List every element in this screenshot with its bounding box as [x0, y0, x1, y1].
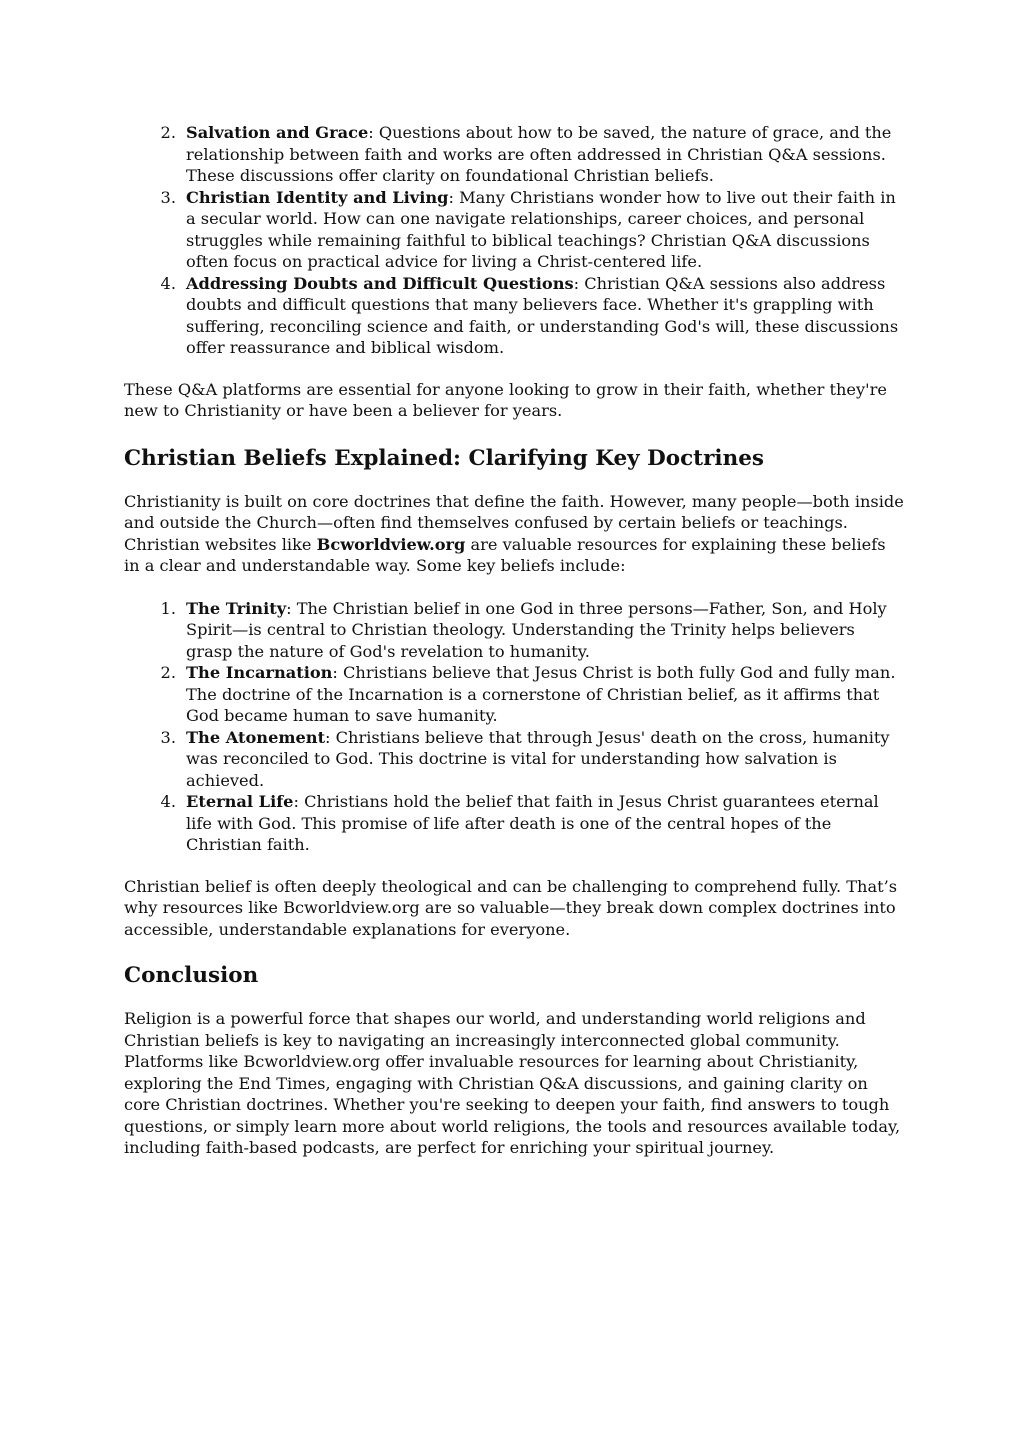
list-item-number: 1.	[160, 598, 176, 618]
list-item	[124, 598, 904, 663]
list-item	[124, 662, 904, 727]
list-item	[124, 122, 904, 187]
list-item-text: : Christians hold the belief that faith in Jesus Christ guarantees eternal life with God. This promise of life after death is one of the central hopes of the Christian faith.	[186, 792, 879, 854]
list-item	[124, 791, 904, 856]
beliefs-intro-text: Christianity is built on core doctrines that define the faith. However, many people—both inside and outside the Church—often find themselves confused by certain beliefs or teachings. Christian websites like	[124, 491, 904, 554]
list-item-text: : Christian Q&A sessions also address doubts and difficult questions that many believers face. Whether it's grappling with suffering, reconciling science and faith, or understanding God's will, these discussions offer reassurance and biblical wisdom.	[186, 273, 899, 357]
list-item-text: : Questions about how to be saved, the nature of grace, and the relationship between faith and works are often addressed in Christian Q&A sessions. These discussions offer clarity on foundational Christian beliefs.	[186, 123, 892, 185]
conclusion-paragraph: Religion is a powerful force that shapes our world, and understanding world religions and Christian beliefs is key to navigating an increasingly interconnected global community. Platforms like Bcworldview.org offer invaluable resources for learning about Christianity, exploring the End Times, engaging with Christian Q&A discussions, and gaining clarity on core Christian doctrines. Whether you're seeking to deepen your faith, find answers to tough questions, or simply learn more about world religions, the tools and resources available today, including faith-based podcasts, are perfect for enriching your spiritual journey.	[124, 1009, 901, 1157]
key-beliefs-list	[124, 598, 904, 856]
list-item-term: The Atonement	[186, 727, 326, 747]
beliefs-closing-paragraph: Christian belief is often deeply theological and can be challenging to comprehend fully. That’s why resources like Bcworldview.org are so valuable—they break down complex doctrines into accessible, understandable explanations for everyone.	[124, 876, 898, 939]
list-item-number: 2.	[160, 663, 176, 682]
list-item-term: Addressing Doubts and Difficult Questions	[186, 273, 574, 293]
list-item-text: : Many Christians wonder how to live out their faith in a secular world. How can one navigate relationships, career choices, and personal struggles while remaining faithful to biblical teachings? Christian Q&A discussions often focus on practical advice for living a Christ-centered life.	[186, 187, 896, 271]
section-heading-conclusion: Conclusion	[124, 963, 259, 988]
list-item-term: Eternal Life	[186, 792, 294, 811]
qa-topics-list	[124, 122, 904, 359]
beliefs-intro-text-end: are valuable resources for explaining these beliefs in a clear and understandable way. Some key beliefs include:	[124, 534, 886, 575]
section-heading-beliefs: Christian Beliefs Explained: Clarifying Key Doctrines	[124, 445, 765, 471]
list-item-number: 4.	[160, 792, 176, 811]
beliefs-intro-paragraph	[124, 491, 904, 577]
list-item-number: 3.	[160, 187, 176, 207]
list-item-term: The Trinity	[186, 598, 287, 618]
list-item-term: Salvation and Grace	[186, 123, 369, 142]
list-item	[124, 727, 904, 792]
list-item-term: The Incarnation	[186, 663, 333, 682]
list-item-text: : Christians believe that Jesus Christ is both fully God and fully man. The doctrine of the Incarnation is a cornerstone of Christian belief, as it affirms that God became human to save humanity.	[186, 663, 896, 725]
list-item-number: 2.	[160, 123, 176, 142]
document-page	[124, 122, 904, 1159]
list-item-text: : The Christian belief in one God in three persons—Father, Son, and Holy Spirit—is central to Christian theology. Understanding the Trinity helps believers grasp the nature of God's revelation to humanity.	[186, 598, 887, 661]
list-item-term: Christian Identity and Living	[186, 187, 449, 207]
list-item	[124, 187, 904, 273]
list-item-number: 4.	[160, 273, 176, 293]
list-item-text: : Christians believe that through Jesus' death on the cross, humanity was reconciled to God. This doctrine is vital for understanding how salvation is achieved.	[186, 727, 890, 790]
list-item-number: 3.	[160, 727, 176, 747]
qa-summary-paragraph: These Q&A platforms are essential for anyone looking to grow in their faith, whether they're new to Christianity or have been a believer for years.	[124, 379, 887, 420]
list-item	[124, 273, 904, 359]
beliefs-intro-bold-site: Bcworldview.org	[316, 534, 466, 554]
